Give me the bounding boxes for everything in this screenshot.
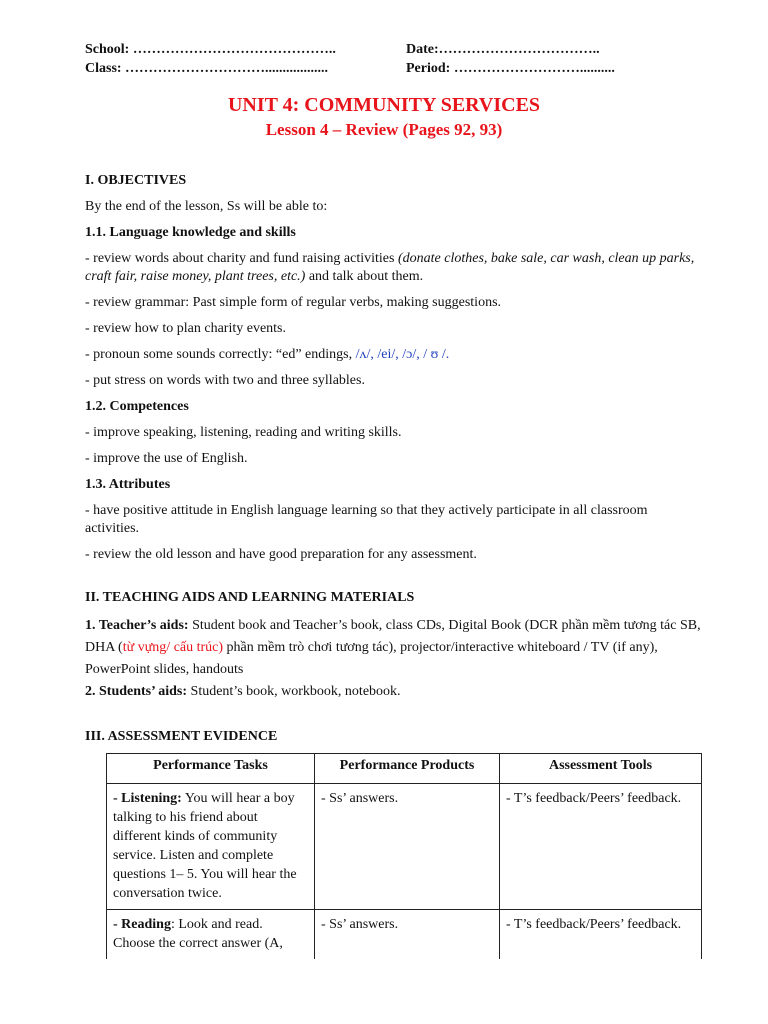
student-aids — [85, 683, 705, 701]
objectives-heading: I. OBJECTIVES — [85, 173, 187, 188]
table-row — [107, 910, 702, 960]
student-aids-text: Student’s book, workbook, notebook. — [187, 684, 401, 699]
task-label: - Reading — [113, 917, 171, 932]
task-cell — [107, 784, 315, 910]
objective-stress: - put stress on words with two and three syllables. — [85, 373, 365, 388]
objective-grammar: - review grammar: Past simple form of regular verbs, making suggestions. — [85, 295, 502, 310]
table-row — [107, 784, 702, 910]
objective-vocabulary-text: - review words about charity and fund raising activities — [85, 251, 398, 266]
teacher-aids-text-end: phần mềm trò chơi tương tác), projector/interactive whiteboard / TV (if any), PowerPoint slides, handouts — [85, 640, 658, 677]
objective-vocabulary — [85, 250, 705, 286]
competence-skills: - improve speaking, listening, reading and writing skills. — [85, 425, 402, 440]
teacher-aids-highlight: từ vựng/ cấu trúc) — [122, 640, 224, 655]
assessment-heading: III. ASSESSMENT EVIDENCE — [85, 729, 278, 744]
period-field: Period: ……………………….......... — [406, 61, 615, 76]
teacher-aids — [85, 615, 705, 681]
product-cell: - Ss’ answers. — [315, 784, 500, 910]
header-right — [406, 40, 615, 78]
attributes-heading: 1.3. Attributes — [85, 477, 171, 492]
objective-vocabulary-examples: (donate clothes, bake sale, car wash, clean up parks, craft fair, raise money, plant trees, etc.) — [85, 251, 695, 284]
student-aids-label: 2. Students’ aids: — [85, 684, 188, 699]
competence-english: - improve the use of English. — [85, 451, 248, 466]
unit-title: UNIT 4: COMMUNITY SERVICES — [227, 94, 541, 116]
competences-heading: 1.2. Competences — [85, 399, 189, 414]
objective-vocabulary-end: and talk about them. — [305, 269, 424, 284]
objective-planning: - review how to plan charity events. — [85, 321, 286, 336]
attribute-preparation: - review the old lesson and have good preparation for any assessment. — [85, 547, 477, 562]
tool-cell: - T’s feedback/Peers’ feedback. — [500, 784, 702, 910]
objective-pronunciation — [85, 346, 705, 364]
header-left — [85, 40, 336, 78]
tool-cell: - T’s feedback/Peers’ feedback. — [500, 910, 702, 960]
task-text: You will hear a boy talking to his friend about different kinds of community service. Listen and complete questions 1– 5. You will hear the conversation twice. — [113, 791, 297, 901]
language-knowledge-heading: 1.1. Language knowledge and skills — [85, 225, 296, 240]
task-text: : Look and read. Choose the correct answer (A, — [113, 917, 283, 951]
objectives-intro: By the end of the lesson, Ss will be able to: — [85, 199, 328, 214]
assessment-table-header — [107, 754, 702, 784]
teaching-aids-heading: II. TEACHING AIDS AND LEARNING MATERIALS — [85, 590, 415, 605]
lesson-content — [85, 170, 705, 746]
teacher-aids-label: 1. Teacher’s aids: — [85, 618, 189, 633]
task-cell — [107, 910, 315, 960]
column-header-tools: Assessment Tools — [500, 754, 702, 784]
date-field: Date:…………………………….. — [406, 42, 600, 57]
column-header-products: Performance Products — [315, 754, 500, 784]
objective-pronunciation-sounds: /ʌ/, /ei/, /ɔ/, / ʊ /. — [355, 347, 450, 362]
class-field: Class: ………………………….................. — [85, 61, 329, 76]
lesson-title: Lesson 4 – Review (Pages 92, 93) — [265, 120, 503, 139]
school-field: School: …………………………………….. — [85, 42, 336, 57]
objective-pronunciation-text: - pronoun some sounds correctly: “ed” endings, — [85, 347, 356, 362]
attribute-attitude: - have positive attitude in English language learning so that they actively participate in all classroom activities. — [85, 503, 648, 536]
teacher-aids-text: Student book and Teacher’s book, class CDs, Digital Book (DCR phần mềm tương tác SB, DHA ( — [85, 618, 701, 655]
column-header-tasks: Performance Tasks — [107, 754, 315, 784]
assessment-table — [106, 753, 702, 959]
task-label: - Listening: — [113, 791, 182, 806]
product-cell: - Ss’ answers. — [315, 910, 500, 960]
